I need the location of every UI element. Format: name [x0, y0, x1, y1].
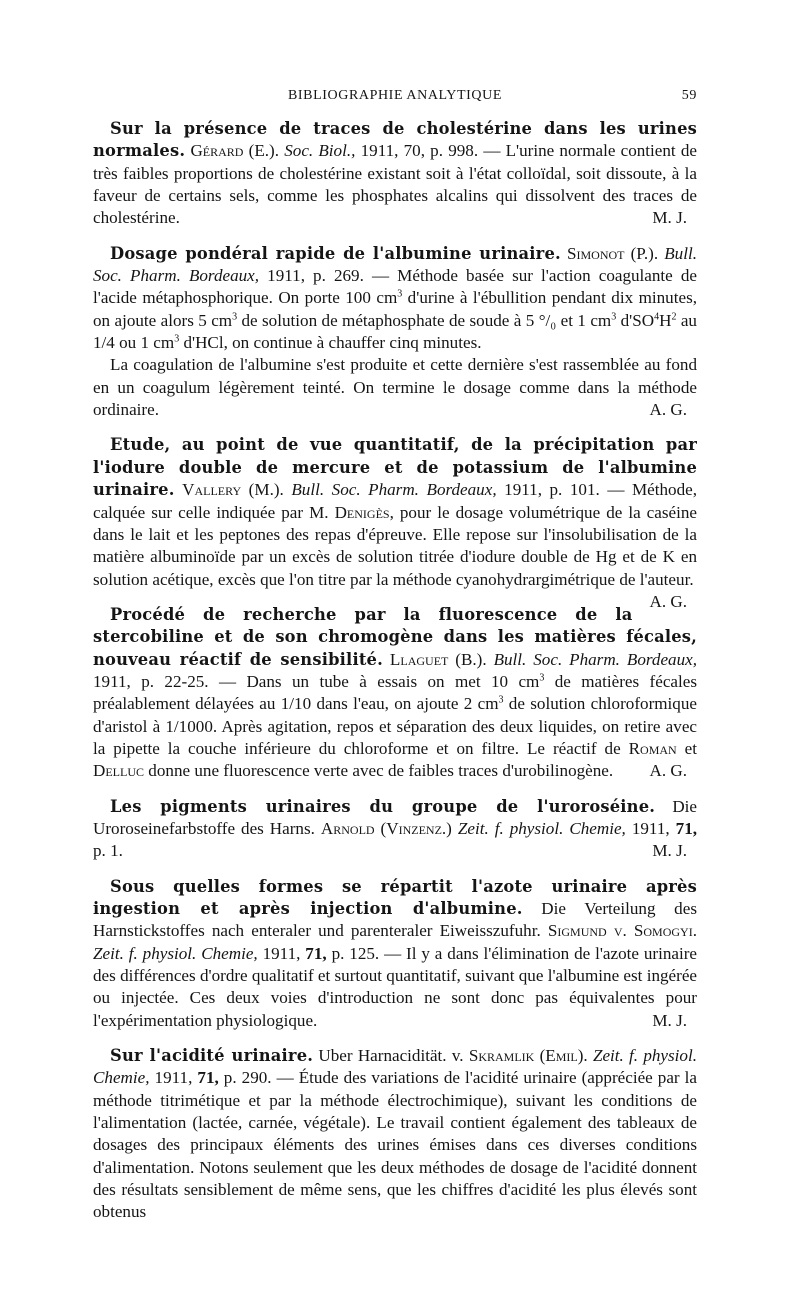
- abstract-entry: [93, 1045, 697, 1224]
- entry-signature: A. G.: [649, 761, 687, 781]
- entry-volume: 71,: [675, 818, 698, 838]
- entry-volume: 71,: [197, 1068, 219, 1088]
- entry-signature: A. G.: [649, 400, 687, 420]
- entry-body: — L'urine normale contient de très faibles proportions de cholestérine existant soit à l'état colloïdal, soit dissoute, à la faveur de certains sels, comme les phosphates alcalins qui dissolvent des traces de cholestérine.: [93, 141, 698, 228]
- entry-body: de solution chloroformique d'aristol à 1/1000. Après agitation, repos et séparation des deux liquides, on retire avec la pipette la couche inférieure du chloroforme et on filtre. Le réactif de: [93, 694, 697, 758]
- entry-authors: Gérard (E.).: [190, 141, 280, 161]
- superscript: 4: [654, 311, 660, 323]
- page-number: 59: [681, 88, 697, 103]
- abstract-entry: [93, 876, 697, 1032]
- superscript: 3: [232, 311, 238, 323]
- entry-authors: Arnold (Vinzenz.): [320, 818, 452, 838]
- entry-signature: M. J.: [652, 208, 687, 228]
- entry-signature: M. J.: [652, 1010, 687, 1030]
- entry-title: Procédé de recherche par la fluorescence de la stercobiline et de son chromogène dans les matières fécales, nouveau réactif de sensibilité.: [93, 604, 697, 669]
- entry-journal: Zeit. f. physiol. Chemie,: [93, 943, 258, 963]
- abstract-entry: [93, 243, 697, 422]
- entry-citation: p. 125.: [331, 943, 380, 963]
- entry-authors: Skramlik (Emil).: [468, 1046, 588, 1066]
- entry-title: Etude, au point de vue quantitatif, de la précipitation par l'iodure double de mercure et de potassium de l'albumine urinaire.: [93, 435, 697, 500]
- entry-title: Dosage pondéral rapide de l'albumine urinaire.: [110, 243, 561, 263]
- entry-body: et: [684, 738, 697, 758]
- entry-signature: A. G.: [649, 591, 687, 611]
- superscript: 3: [174, 333, 180, 345]
- entry-citation: p. 1.: [93, 841, 123, 861]
- entry-body: donne une fluorescence verte avec de faibles traces d'urobilinogène.: [148, 761, 614, 781]
- entry-citation: 1911, p. 22-25.: [93, 671, 209, 691]
- entry-journal: Zeit. f. physiol. Chemie,: [457, 818, 626, 838]
- entry-authors: Vallery (M.).: [182, 480, 284, 500]
- entry-citation: 1911, p. 269.: [267, 266, 364, 286]
- entry-signature: M. J.: [652, 841, 687, 861]
- entry-journal: Soc. Biol.,: [284, 141, 356, 161]
- abstract-entry: [93, 796, 697, 863]
- entry-body: de solution de métaphosphate de soude à 5 °/₀ et 1 cm: [237, 310, 612, 330]
- entry-authors: Sigmund v. Somogyi.: [547, 921, 697, 941]
- entry-body: d'urine à l'ébullition pendant dix minutes, on ajoute alors 5 cm: [93, 288, 697, 330]
- entry-authors: Llaguet (B.).: [389, 649, 487, 669]
- entry-citation: 1911,: [262, 943, 301, 963]
- entry-body: H: [659, 310, 672, 330]
- entry-citation: 1911, 70, p. 998.: [360, 141, 479, 161]
- entry-journal: Bull. Soc. Pharm. Bordeaux,: [93, 243, 697, 286]
- entry-title: Sous quelles formes se répartit l'azote urinaire après ingestion et après injection d'albumine.: [93, 876, 697, 918]
- entry-journal: Zeit. f. physiol. Chemie,: [93, 1046, 697, 1088]
- running-head-title: BIBLIOGRAPHIE ANALYTIQUE: [287, 88, 503, 103]
- entry-body: d'SO: [616, 310, 655, 330]
- entry-ref-author: Roman: [628, 738, 677, 758]
- entry-body: de matières fécales préalablement délayées au 1/10 dans l'eau, on ajoute 2 cm: [93, 671, 697, 714]
- page: [93, 88, 697, 1237]
- abstract-entry: [93, 604, 697, 783]
- entry-citation: 1911,: [631, 818, 670, 838]
- entry-body: au 1/4 ou 1 cm: [93, 310, 697, 353]
- entry-authors: Simonot (P.).: [566, 243, 659, 263]
- entry-title: Sur l'acidité urinaire.: [110, 1046, 314, 1066]
- entry-citation: p. 290.: [223, 1068, 272, 1088]
- running-head: [93, 88, 697, 118]
- entry-citation: 1911,: [154, 1068, 193, 1088]
- entry-title: Les pigments urinaires du groupe de l'uroroséine.: [110, 796, 656, 816]
- entry-german-title: Uber Harnacidität. v.: [318, 1046, 464, 1066]
- superscript: 2: [671, 311, 677, 323]
- superscript: 3: [397, 288, 403, 300]
- entry-ref-author: Denigès,: [334, 502, 394, 522]
- superscript: 3: [498, 694, 504, 706]
- entry-volume: 71,: [305, 943, 327, 963]
- entry-body: pour le dosage volumétrique de la caséine dans le lait et les peptones des repas d'épreuve. Elle repose sur l'insolubilisation de la matière albuminoïde par un excès de solution titrée d'iodure double de Hg et de K en solution acétique, excès que l'on titre par la méthode cyanohydrargimétrique de l'auteur.: [93, 502, 697, 589]
- entry-body: d'HCl, on continue à chauffer cinq minutes.: [179, 333, 482, 353]
- superscript: 3: [611, 311, 617, 323]
- entry-body: — Méthode, calquée sur celle indiquée par M.: [93, 480, 697, 522]
- entry-german-title: Die Uroroseinefarbstoffe des Harns.: [93, 796, 697, 838]
- entry-title: Sur la présence de traces de cholestérine dans les urines normales.: [93, 119, 697, 161]
- entry-body: — Étude des variations de l'acidité urinaire (appréciée par la méthode titrimétique et par la méthode électrochimique), suivant les conditions de l'alimentation (lactée, carnée, végétale). Le travail contient également des tableaux de dosages des principaux éléments des urines émises dans ces diverses conditions d'alimentation. Notons seulement que les deux méthodes de dosage de l'acidité donnent des résultats sensiblement de même sens, que les chiffres d'acidité les plus élevés sont obtenus: [93, 1068, 697, 1222]
- entry-german-title: Die Verteilung des Harnstickstoffes nach enteraler und parenteraler Eiweisszufuhr.: [93, 899, 697, 941]
- abstract-entry: [93, 434, 697, 611]
- entry-body: — Il y a dans l'élimination de l'azote urinaire des différences d'ordre qualitatif et surtout quantitatif, suivant que l'albumine est ingérée ou injectée. Ces deux voies d'introduction ne sont donc pas équivalentes pour l'expérimentation physiologique.: [93, 943, 697, 1030]
- entry-ref-author: Delluc: [93, 761, 145, 781]
- entry-body: — Méthode basée sur l'action coagulante de l'acide métaphosphorique. On porte 100 cm: [93, 266, 697, 308]
- entry-citation: 1911, p. 101.: [504, 480, 600, 500]
- entry-journal: Bull. Soc. Pharm. Bordeaux,: [291, 480, 497, 500]
- entry-body: La coagulation de l'albumine s'est produite et cette dernière s'est rassemblée au fond en un coagulum légèrement teinté. On termine le dosage comme dans la méthode ordinaire.: [93, 355, 697, 420]
- superscript: 3: [539, 672, 545, 684]
- abstract-entry: [93, 118, 697, 230]
- entry-journal: Bull. Soc. Pharm. Bordeaux,: [493, 649, 697, 669]
- entry-body: — Dans un tube à essais on met 10 cm: [218, 671, 540, 691]
